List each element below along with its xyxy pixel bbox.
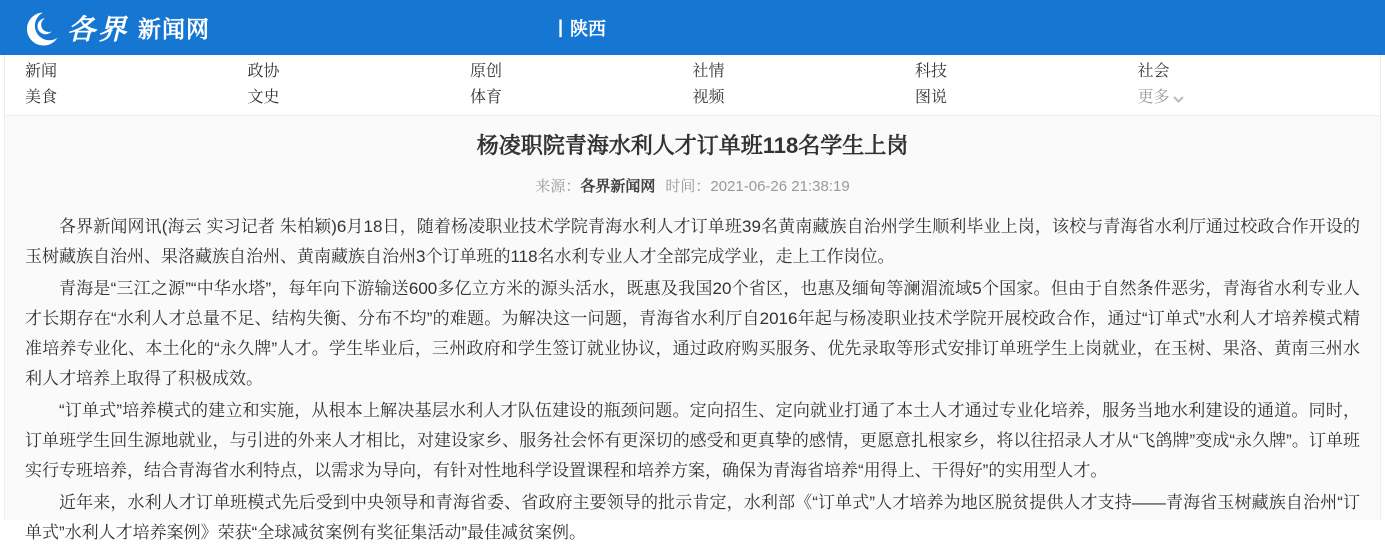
article-paragraph: 近年来，水利人才订单班模式先后受到中央领导和青海省委、省政府主要领导的批示肯定，水利部《“订单式”人才培养为地区脱贫提供人才支持——青海省玉树藏族自治州“订单式”水利人才培养案例》荣获“全球减贫案例有奖征集活动”最佳减贫案例。 <box>25 493 1360 542</box>
channel-label[interactable] <box>558 0 606 55</box>
source-value: 各界新闻网 <box>580 178 656 195</box>
nav-item-society[interactable]: 社会 <box>1137 63 1170 80</box>
crescent-logo-icon <box>24 10 60 46</box>
nav-row-2 <box>5 85 1380 111</box>
brand-calligraphy-text: 各界 <box>67 12 130 46</box>
channel-separator: | <box>558 17 564 37</box>
nav-item-video[interactable]: 视频 <box>692 89 725 106</box>
nav-item-news[interactable]: 新闻 <box>25 63 58 80</box>
time-label: 时间： <box>665 178 711 195</box>
nav-row-1 <box>5 59 1380 85</box>
brand-text: 新闻网 <box>138 16 211 42</box>
nav-item-photo-story[interactable]: 图说 <box>915 89 948 106</box>
site-logo[interactable] <box>24 8 210 48</box>
article-paragraph: 各界新闻网讯(海云 实习记者 朱柏颖)6月18日，随着杨凌职业技术学院青海水利人才订单班39名黄南藏族自治州学生顺利毕业上岗，该校与青海省水利厅通过校政合作开设的玉树藏族自治州、果洛藏族自治州、黄南藏族自治州3个订单班的118名水利专业人才全部完成学业，走上工作岗位。 <box>25 217 1360 266</box>
article-body <box>5 212 1380 548</box>
nav-item-more[interactable] <box>1138 85 1361 111</box>
article-paragraph: “订单式”培养模式的建立和实施，从根本上解决基层水利人才队伍建设的瓶颈问题。定向招生、定向就业打通了本土人才通过专业化培养，服务当地水利建设的通道。同时，订单班学生回生源地就业，与引进的外来人才相比，对建设家乡、服务社会怀有更深切的感受和更真挚的感情，更愿意扎根家乡，将以往招录人才从“飞鸽牌”变成“永久牌”。订单班实行专班培养，结合青海省水利特点，以需求为导向，有针对性地科学设置课程和培养方案，确保为青海省培养“用得上、干得好”的实用型人才。 <box>25 401 1360 480</box>
time-value: 2021-06-26 21:38:19 <box>710 178 850 195</box>
article-container <box>4 115 1381 542</box>
chevron-down-icon <box>1173 96 1184 103</box>
nav-item-social-sentiment[interactable]: 社情 <box>692 63 725 80</box>
nav-item-food[interactable]: 美食 <box>25 89 58 106</box>
nav-more-label: 更多 <box>1137 89 1170 106</box>
nav-item-cppcc[interactable]: 政协 <box>247 63 280 80</box>
article-paragraph: 青海是“三江之源”“中华水塔”，每年向下游输送600多亿立方米的源头活水，既惠及我国20个省区，也惠及缅甸等澜湄流域5个国家。但由于自然条件恶劣，青海省水利专业人才长期存在“水利人才总量不足、结构失衡、分布不均”的难题。为解决这一问题，青海省水利厅自2016年起与杨凌职业技术学院开展校政合作，通过“订单式”水利人才培养模式精准培养专业化、本土化的“永久牌”人才。学生毕业后，三州政府和学生签订就业协议，通过政府购买服务、优先录取等形式安排订单班学生上岗就业，在玉树、果洛、黄南三州水利人才培养上取得了积极成效。 <box>25 279 1360 388</box>
nav-item-original[interactable]: 原创 <box>470 63 503 80</box>
channel-name: 陕西 <box>570 18 607 39</box>
top-header-bar <box>0 0 1385 55</box>
source-label: 来源： <box>535 178 581 195</box>
article-title: 杨凌职院青海水利人才订单班118名学生上岗 <box>476 133 909 158</box>
nav-item-technology[interactable]: 科技 <box>915 63 948 80</box>
nav-item-sports[interactable]: 体育 <box>470 89 503 106</box>
nav-item-culture-history[interactable]: 文史 <box>247 89 280 106</box>
article-meta <box>5 175 1380 196</box>
main-navigation <box>4 55 1381 115</box>
